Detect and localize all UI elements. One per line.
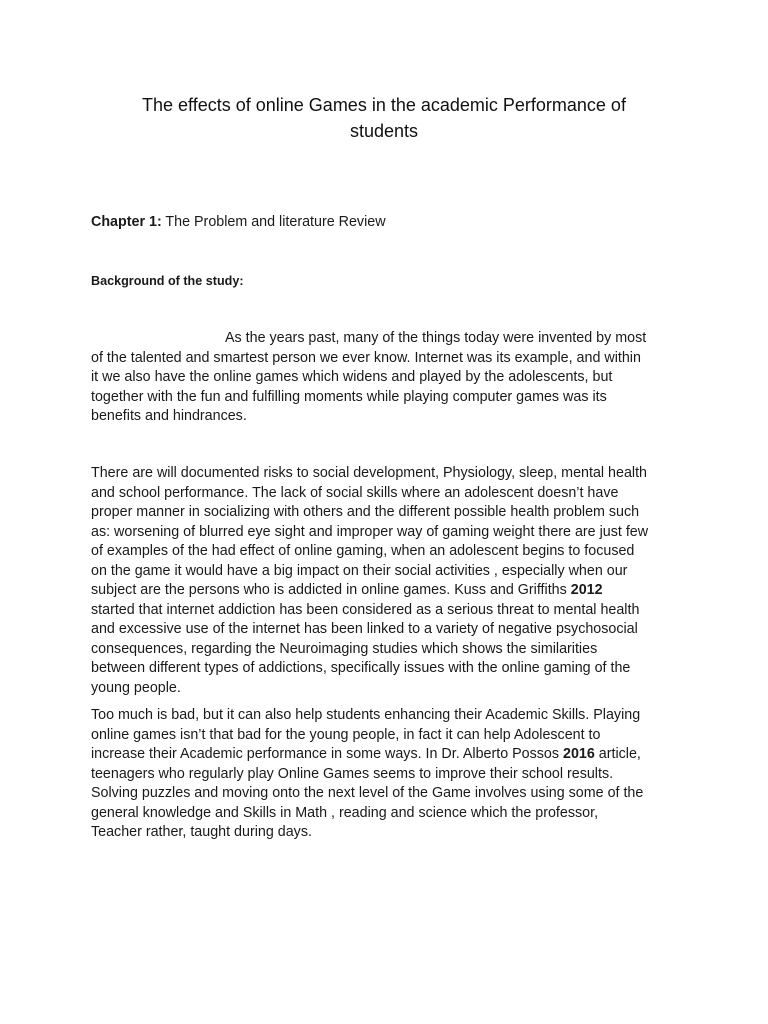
paragraph-line: benefits and hindrances. xyxy=(91,408,247,424)
paragraph-line: consequences, regarding the Neuroimaging studies which shows the similarities xyxy=(91,640,598,657)
citation-year: 2012 xyxy=(570,582,603,598)
chapter-label: Chapter 1: xyxy=(91,214,162,230)
paragraph-line xyxy=(91,581,691,601)
paragraph-3 xyxy=(91,706,691,843)
paragraph-line: and excessive use of the internet has been linked to a variety of negative psychosocial xyxy=(91,621,638,637)
background-heading: Background of the study: xyxy=(91,274,244,288)
paragraph-line: teenagers who regularly play Online Games seems to improve their school results. xyxy=(91,765,614,782)
paragraph-line: online games isn’t that bad for the young people, in fact it can help Adolescent to xyxy=(91,726,601,743)
citation-year: 2016 xyxy=(563,746,595,762)
paragraph-1 xyxy=(91,329,691,427)
paragraph-line: between different types of addictions, specifically issues with the online gaming of the xyxy=(91,660,631,676)
paragraph-line xyxy=(91,745,691,765)
paragraph-text: subject are the persons who is addicted in online games. Kuss and Griffiths xyxy=(91,582,571,598)
paragraph-line: started that internet addiction has been considered as a serious threat to mental health xyxy=(91,601,640,618)
paragraph-line: and school performance. The lack of social skills where an adolescent doesn’t have xyxy=(91,484,619,501)
paragraph-line: young people. xyxy=(91,679,181,696)
chapter-text: The Problem and literature Review xyxy=(161,214,386,230)
paragraph-line: proper manner in socializing with others and the different possible health problem such xyxy=(91,504,640,520)
paragraph-line: As the years past, many of the things today were invented by most xyxy=(225,330,647,346)
paragraph-line: together with the fun and fulfilling moments while playing computer games was its xyxy=(91,388,607,405)
paragraph-text: article, xyxy=(594,746,641,762)
chapter-heading xyxy=(91,212,386,232)
title-line-1: The effects of online Games in the academic Performance of xyxy=(142,95,626,115)
paragraph-line: of examples of the had effect of online gaming, when an adolescent begins to focused xyxy=(91,543,635,559)
paragraph-line: on the game it would have a big impact on their social activities , especially when our xyxy=(91,562,628,579)
paragraph-2 xyxy=(91,464,691,698)
paragraph-line: of the talented and smartest person we ever know. Internet was its example, and within xyxy=(91,349,641,366)
paragraph-line: as: worsening of blurred eye sight and improper way of gaming weight there are just few xyxy=(91,523,649,540)
paragraph-line: Solving puzzles and moving onto the next level of the Game involves using some of the xyxy=(91,785,644,801)
paragraph-text: increase their Academic performance in some ways. In Dr. Alberto Possos xyxy=(91,746,564,762)
document-title xyxy=(90,92,678,144)
paragraph-line: There are will documented risks to social development, Physiology, sleep, mental health xyxy=(91,465,648,481)
paragraph-line: Too much is bad, but it can also help students enhancing their Academic Skills. Playing xyxy=(91,707,641,723)
paragraph-line: general knowledge and Skills in Math , reading and science which the professor, xyxy=(91,804,599,821)
paragraph-line: it we also have the online games which widens and played by the adolescents, but xyxy=(91,369,613,385)
title-line-2: students xyxy=(349,121,419,141)
paragraph-line: Teacher rather, taught during days. xyxy=(91,824,312,840)
